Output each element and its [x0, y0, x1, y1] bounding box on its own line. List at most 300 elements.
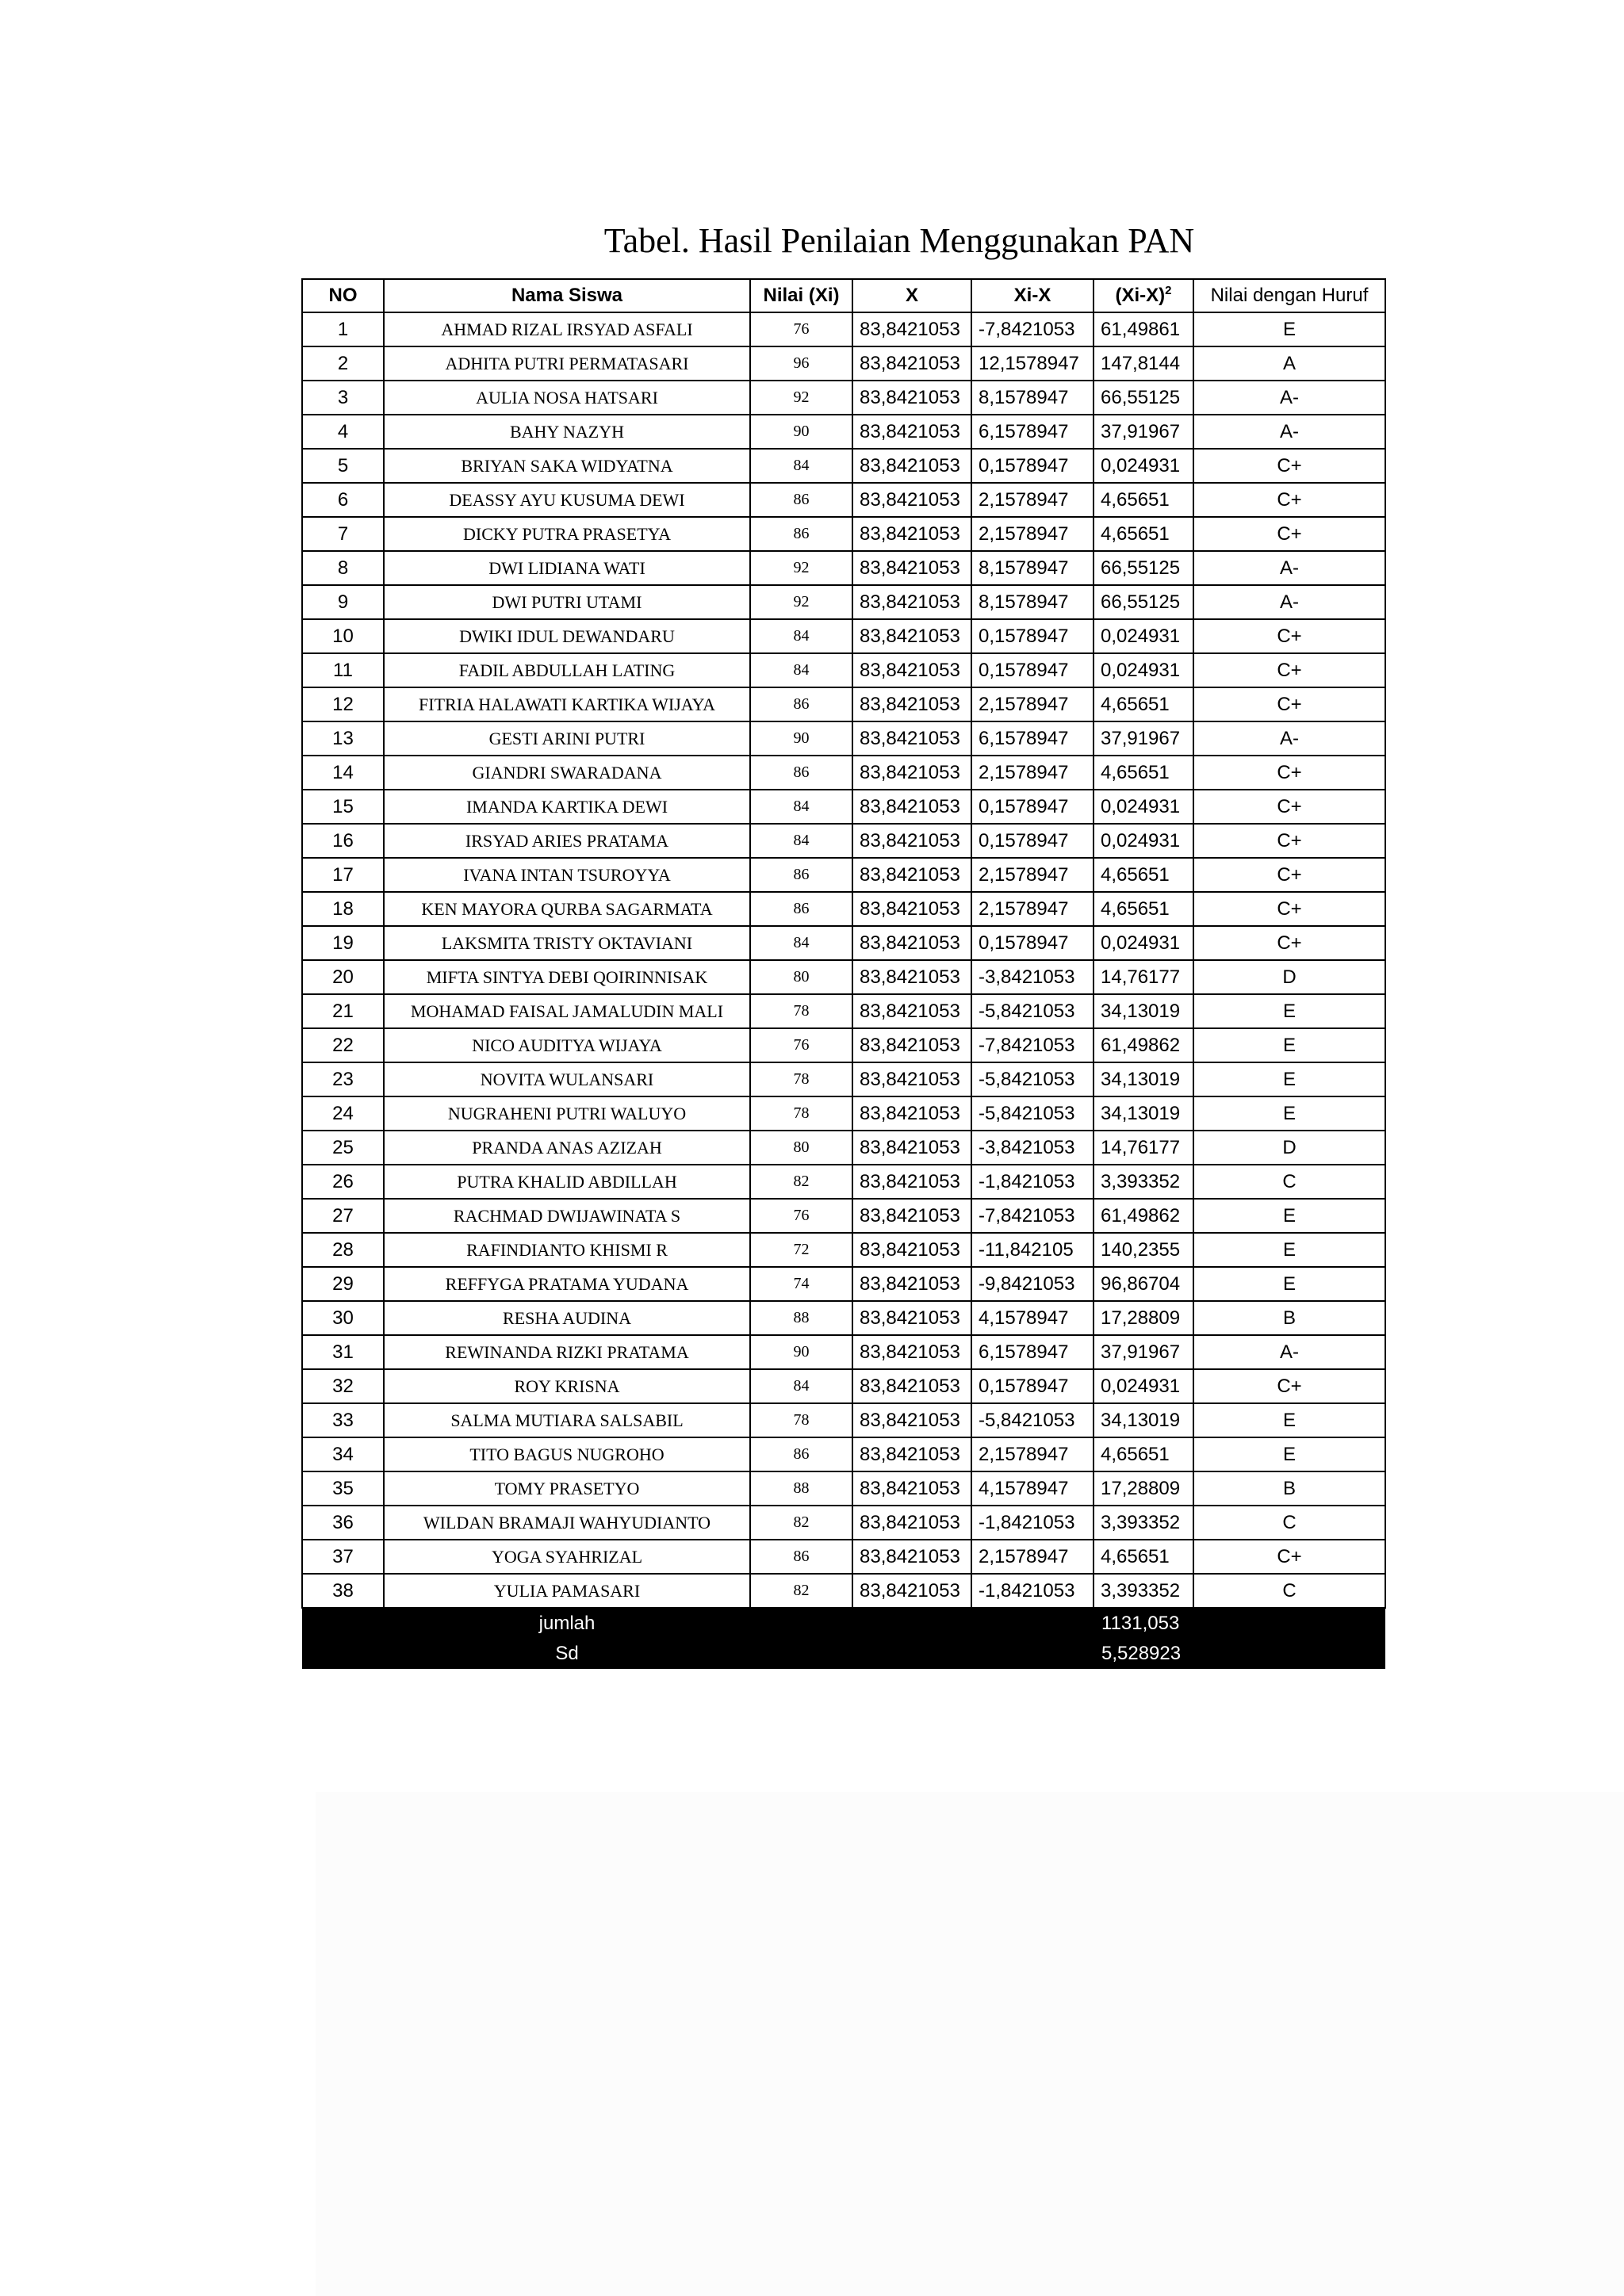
cell-no: 26 — [302, 1165, 384, 1199]
cell-letter-grade: E — [1193, 1199, 1385, 1233]
table-header-row — [302, 279, 1385, 312]
cell-letter-grade: A- — [1193, 721, 1385, 756]
cell-squared: 3,393352 — [1094, 1506, 1193, 1540]
cell-squared: 37,91967 — [1094, 415, 1193, 449]
cell-mean: 83,8421053 — [852, 483, 971, 517]
cell-nilai: 86 — [750, 892, 852, 926]
cell-deviation: 2,1578947 — [971, 892, 1094, 926]
cell-squared: 3,393352 — [1094, 1574, 1193, 1608]
cell-mean: 83,8421053 — [852, 1574, 971, 1608]
cell-name: FADIL ABDULLAH LATING — [384, 653, 750, 687]
cell-deviation: 6,1578947 — [971, 415, 1094, 449]
cell-no: 11 — [302, 653, 384, 687]
cell-squared: 147,8144 — [1094, 346, 1193, 381]
footer-label: Sd — [384, 1639, 750, 1669]
cell-deviation: 2,1578947 — [971, 858, 1094, 892]
cell-mean: 83,8421053 — [852, 653, 971, 687]
cell-nilai: 86 — [750, 687, 852, 721]
table-row — [302, 824, 1385, 858]
cell-name: ROY KRISNA — [384, 1369, 750, 1403]
table-row — [302, 892, 1385, 926]
cell-squared: 0,024931 — [1094, 653, 1193, 687]
page-background-shade — [316, 1792, 1624, 2296]
cell-letter-grade: C — [1193, 1165, 1385, 1199]
cell-mean: 83,8421053 — [852, 1403, 971, 1437]
cell-squared: 4,65651 — [1094, 517, 1193, 551]
cell-letter-grade: C+ — [1193, 756, 1385, 790]
cell-nilai: 84 — [750, 619, 852, 653]
cell-mean: 83,8421053 — [852, 1506, 971, 1540]
cell-name: NOVITA WULANSARI — [384, 1062, 750, 1096]
cell-mean: 83,8421053 — [852, 994, 971, 1028]
cell-mean: 83,8421053 — [852, 449, 971, 483]
table-body — [302, 312, 1385, 1608]
table-row — [302, 926, 1385, 960]
cell-deviation: -9,8421053 — [971, 1267, 1094, 1301]
cell-squared: 4,65651 — [1094, 483, 1193, 517]
cell-squared: 66,55125 — [1094, 585, 1193, 619]
cell-name: YULIA PAMASARI — [384, 1574, 750, 1608]
cell-no: 12 — [302, 687, 384, 721]
cell-mean: 83,8421053 — [852, 1301, 971, 1335]
cell-name: DICKY PUTRA PRASETYA — [384, 517, 750, 551]
cell-no: 24 — [302, 1096, 384, 1131]
cell-mean: 83,8421053 — [852, 312, 971, 346]
cell-mean: 83,8421053 — [852, 892, 971, 926]
cell-letter-grade: C+ — [1193, 892, 1385, 926]
cell-squared: 61,49861 — [1094, 312, 1193, 346]
cell-squared: 0,024931 — [1094, 449, 1193, 483]
cell-squared: 66,55125 — [1094, 381, 1193, 415]
cell-name: BRIYAN SAKA WIDYATNA — [384, 449, 750, 483]
cell-no: 28 — [302, 1233, 384, 1267]
table-row — [302, 619, 1385, 653]
cell-letter-grade: C+ — [1193, 449, 1385, 483]
cell-nilai: 76 — [750, 1028, 852, 1062]
cell-deviation: -3,8421053 — [971, 1131, 1094, 1165]
cell-mean: 83,8421053 — [852, 960, 971, 994]
cell-deviation: 2,1578947 — [971, 517, 1094, 551]
cell-nilai: 82 — [750, 1165, 852, 1199]
cell-mean: 83,8421053 — [852, 1062, 971, 1096]
table-row — [302, 483, 1385, 517]
cell-squared: 17,28809 — [1094, 1301, 1193, 1335]
cell-no: 32 — [302, 1369, 384, 1403]
cell-no: 15 — [302, 790, 384, 824]
cell-nilai: 84 — [750, 449, 852, 483]
cell-letter-grade: C+ — [1193, 687, 1385, 721]
cell-deviation: -5,8421053 — [971, 994, 1094, 1028]
cell-deviation: 0,1578947 — [971, 790, 1094, 824]
cell-squared: 34,13019 — [1094, 994, 1193, 1028]
cell-no: 30 — [302, 1301, 384, 1335]
cell-mean: 83,8421053 — [852, 1540, 971, 1574]
cell-deviation: 2,1578947 — [971, 1540, 1094, 1574]
cell-letter-grade: C+ — [1193, 653, 1385, 687]
header-deviation: Xi-X — [971, 279, 1094, 312]
cell-mean: 83,8421053 — [852, 1131, 971, 1165]
cell-no: 9 — [302, 585, 384, 619]
table-row — [302, 1028, 1385, 1062]
table-row — [302, 346, 1385, 381]
cell-nilai: 86 — [750, 483, 852, 517]
table-row — [302, 381, 1385, 415]
cell-no: 31 — [302, 1335, 384, 1369]
table-row — [302, 1369, 1385, 1403]
cell-squared: 3,393352 — [1094, 1165, 1193, 1199]
cell-name: DEASSY AYU KUSUMA DEWI — [384, 483, 750, 517]
cell-nilai: 82 — [750, 1574, 852, 1608]
cell-deviation: 8,1578947 — [971, 381, 1094, 415]
header-no: NO — [302, 279, 384, 312]
table-row — [302, 1335, 1385, 1369]
cell-deviation: 0,1578947 — [971, 619, 1094, 653]
cell-squared: 14,76177 — [1094, 1131, 1193, 1165]
table-row — [302, 449, 1385, 483]
cell-deviation: 6,1578947 — [971, 1335, 1094, 1369]
cell-no: 4 — [302, 415, 384, 449]
cell-nilai: 78 — [750, 1062, 852, 1096]
cell-mean: 83,8421053 — [852, 381, 971, 415]
cell-no: 34 — [302, 1437, 384, 1471]
cell-letter-grade: E — [1193, 1437, 1385, 1471]
cell-squared: 61,49862 — [1094, 1028, 1193, 1062]
cell-mean: 83,8421053 — [852, 1471, 971, 1506]
table-row — [302, 1403, 1385, 1437]
cell-no: 2 — [302, 346, 384, 381]
cell-name: REFFYGA PRATAMA YUDANA — [384, 1267, 750, 1301]
cell-nilai: 90 — [750, 415, 852, 449]
cell-letter-grade: C — [1193, 1574, 1385, 1608]
cell-letter-grade: C+ — [1193, 926, 1385, 960]
footer-row-sd — [302, 1639, 1385, 1669]
cell-deviation: -1,8421053 — [971, 1165, 1094, 1199]
cell-name: IRSYAD ARIES PRATAMA — [384, 824, 750, 858]
cell-nilai: 90 — [750, 721, 852, 756]
cell-squared: 14,76177 — [1094, 960, 1193, 994]
cell-no: 23 — [302, 1062, 384, 1096]
cell-mean: 83,8421053 — [852, 687, 971, 721]
cell-letter-grade: E — [1193, 1267, 1385, 1301]
cell-name: IVANA INTAN TSUROYYA — [384, 858, 750, 892]
cell-nilai: 86 — [750, 1540, 852, 1574]
cell-deviation: -3,8421053 — [971, 960, 1094, 994]
cell-name: DWI LIDIANA WATI — [384, 551, 750, 585]
cell-deviation: -5,8421053 — [971, 1062, 1094, 1096]
table-row — [302, 1165, 1385, 1199]
table-row — [302, 960, 1385, 994]
cell-name: AHMAD RIZAL IRSYAD ASFALI — [384, 312, 750, 346]
table-row — [302, 1540, 1385, 1574]
cell-nilai: 78 — [750, 994, 852, 1028]
cell-name: KEN MAYORA QURBA SAGARMATA — [384, 892, 750, 926]
cell-no: 20 — [302, 960, 384, 994]
cell-no: 36 — [302, 1506, 384, 1540]
table-row — [302, 790, 1385, 824]
cell-name: REWINANDA RIZKI PRATAMA — [384, 1335, 750, 1369]
cell-squared: 96,86704 — [1094, 1267, 1193, 1301]
cell-mean: 83,8421053 — [852, 824, 971, 858]
cell-nilai: 86 — [750, 1437, 852, 1471]
cell-squared: 140,2355 — [1094, 1233, 1193, 1267]
table-row — [302, 312, 1385, 346]
cell-nilai: 96 — [750, 346, 852, 381]
cell-no: 19 — [302, 926, 384, 960]
table-row — [302, 1096, 1385, 1131]
cell-name: NICO AUDITYA WIJAYA — [384, 1028, 750, 1062]
cell-no: 3 — [302, 381, 384, 415]
cell-no: 29 — [302, 1267, 384, 1301]
cell-name: RAFINDIANTO KHISMI R — [384, 1233, 750, 1267]
cell-letter-grade: C+ — [1193, 1540, 1385, 1574]
cell-nilai: 76 — [750, 312, 852, 346]
cell-nilai: 72 — [750, 1233, 852, 1267]
cell-letter-grade: A- — [1193, 381, 1385, 415]
cell-deviation: 8,1578947 — [971, 585, 1094, 619]
cell-letter-grade: B — [1193, 1301, 1385, 1335]
cell-letter-grade: C+ — [1193, 619, 1385, 653]
cell-nilai: 82 — [750, 1506, 852, 1540]
table-row — [302, 653, 1385, 687]
cell-mean: 83,8421053 — [852, 517, 971, 551]
cell-nilai: 92 — [750, 585, 852, 619]
header-squared-base: (Xi-X) — [1115, 285, 1166, 306]
cell-no: 8 — [302, 551, 384, 585]
cell-no: 37 — [302, 1540, 384, 1574]
cell-letter-grade: E — [1193, 994, 1385, 1028]
cell-no: 22 — [302, 1028, 384, 1062]
cell-deviation: 0,1578947 — [971, 824, 1094, 858]
table-row — [302, 1062, 1385, 1096]
cell-nilai: 74 — [750, 1267, 852, 1301]
cell-squared: 37,91967 — [1094, 1335, 1193, 1369]
cell-deviation: 2,1578947 — [971, 1437, 1094, 1471]
cell-mean: 83,8421053 — [852, 858, 971, 892]
cell-deviation: -5,8421053 — [971, 1096, 1094, 1131]
table-row — [302, 585, 1385, 619]
cell-squared: 66,55125 — [1094, 551, 1193, 585]
cell-no: 38 — [302, 1574, 384, 1608]
table-row — [302, 1574, 1385, 1608]
table-row — [302, 1506, 1385, 1540]
cell-squared: 0,024931 — [1094, 790, 1193, 824]
cell-no: 35 — [302, 1471, 384, 1506]
cell-deviation: -5,8421053 — [971, 1403, 1094, 1437]
cell-mean: 83,8421053 — [852, 1165, 971, 1199]
cell-letter-grade: A- — [1193, 1335, 1385, 1369]
table-row — [302, 1471, 1385, 1506]
cell-squared: 34,13019 — [1094, 1096, 1193, 1131]
cell-mean: 83,8421053 — [852, 756, 971, 790]
cell-no: 17 — [302, 858, 384, 892]
header-squared — [1094, 279, 1193, 312]
cell-name: GESTI ARINI PUTRI — [384, 721, 750, 756]
cell-deviation: 4,1578947 — [971, 1301, 1094, 1335]
cell-no: 6 — [302, 483, 384, 517]
cell-deviation: 2,1578947 — [971, 687, 1094, 721]
cell-nilai: 78 — [750, 1403, 852, 1437]
cell-mean: 83,8421053 — [852, 619, 971, 653]
table-row — [302, 1267, 1385, 1301]
cell-letter-grade: C+ — [1193, 517, 1385, 551]
header-squared-exponent: 2 — [1165, 284, 1172, 297]
cell-mean: 83,8421053 — [852, 1028, 971, 1062]
cell-no: 13 — [302, 721, 384, 756]
cell-no: 21 — [302, 994, 384, 1028]
cell-letter-grade: A- — [1193, 551, 1385, 585]
cell-letter-grade: C+ — [1193, 483, 1385, 517]
table-row — [302, 721, 1385, 756]
cell-letter-grade: A — [1193, 346, 1385, 381]
cell-nilai: 84 — [750, 1369, 852, 1403]
cell-name: FITRIA HALAWATI KARTIKA WIJAYA — [384, 687, 750, 721]
cell-squared: 0,024931 — [1094, 926, 1193, 960]
cell-no: 10 — [302, 619, 384, 653]
cell-letter-grade: C+ — [1193, 1369, 1385, 1403]
cell-letter-grade: B — [1193, 1471, 1385, 1506]
cell-deviation: 0,1578947 — [971, 926, 1094, 960]
cell-nilai: 78 — [750, 1096, 852, 1131]
cell-name: NUGRAHENI PUTRI WALUYO — [384, 1096, 750, 1131]
cell-no: 5 — [302, 449, 384, 483]
cell-no: 16 — [302, 824, 384, 858]
cell-no: 18 — [302, 892, 384, 926]
table-row — [302, 994, 1385, 1028]
cell-name: PRANDA ANAS AZIZAH — [384, 1131, 750, 1165]
table-row — [302, 687, 1385, 721]
header-letter-grade: Nilai dengan Huruf — [1193, 279, 1385, 312]
cell-no: 33 — [302, 1403, 384, 1437]
cell-mean: 83,8421053 — [852, 415, 971, 449]
table-row — [302, 756, 1385, 790]
cell-letter-grade: C+ — [1193, 824, 1385, 858]
cell-nilai: 84 — [750, 653, 852, 687]
cell-name: ADHITA PUTRI PERMATASARI — [384, 346, 750, 381]
cell-name: DWIKI IDUL DEWANDARU — [384, 619, 750, 653]
cell-mean: 83,8421053 — [852, 1096, 971, 1131]
cell-squared: 0,024931 — [1094, 1369, 1193, 1403]
cell-deviation: 2,1578947 — [971, 483, 1094, 517]
cell-deviation: 0,1578947 — [971, 653, 1094, 687]
cell-nilai: 80 — [750, 1131, 852, 1165]
footer-value: 1131,053 — [1094, 1608, 1193, 1639]
cell-letter-grade: D — [1193, 960, 1385, 994]
table-row — [302, 517, 1385, 551]
cell-no: 27 — [302, 1199, 384, 1233]
cell-deviation: -7,8421053 — [971, 312, 1094, 346]
cell-mean: 83,8421053 — [852, 1437, 971, 1471]
cell-squared: 0,024931 — [1094, 824, 1193, 858]
table-row — [302, 1301, 1385, 1335]
cell-nilai: 86 — [750, 517, 852, 551]
cell-squared: 4,65651 — [1094, 687, 1193, 721]
cell-name: BAHY NAZYH — [384, 415, 750, 449]
cell-name: GIANDRI SWARADANA — [384, 756, 750, 790]
header-x: X — [852, 279, 971, 312]
cell-mean: 83,8421053 — [852, 346, 971, 381]
cell-deviation: 2,1578947 — [971, 756, 1094, 790]
cell-nilai: 84 — [750, 824, 852, 858]
cell-letter-grade: C+ — [1193, 858, 1385, 892]
cell-mean: 83,8421053 — [852, 721, 971, 756]
table-row — [302, 415, 1385, 449]
cell-mean: 83,8421053 — [852, 585, 971, 619]
cell-deviation: -7,8421053 — [971, 1199, 1094, 1233]
cell-squared: 4,65651 — [1094, 1540, 1193, 1574]
cell-nilai: 88 — [750, 1301, 852, 1335]
cell-no: 1 — [302, 312, 384, 346]
cell-letter-grade: E — [1193, 1062, 1385, 1096]
cell-mean: 83,8421053 — [852, 551, 971, 585]
cell-mean: 83,8421053 — [852, 1335, 971, 1369]
cell-nilai: 76 — [750, 1199, 852, 1233]
cell-name: IMANDA KARTIKA DEWI — [384, 790, 750, 824]
table-row — [302, 1199, 1385, 1233]
header-name: Nama Siswa — [384, 279, 750, 312]
cell-deviation: -1,8421053 — [971, 1506, 1094, 1540]
cell-letter-grade: E — [1193, 1028, 1385, 1062]
cell-deviation: 8,1578947 — [971, 551, 1094, 585]
cell-letter-grade: C+ — [1193, 790, 1385, 824]
cell-nilai: 88 — [750, 1471, 852, 1506]
cell-deviation: 0,1578947 — [971, 449, 1094, 483]
cell-letter-grade: A- — [1193, 415, 1385, 449]
cell-squared: 34,13019 — [1094, 1403, 1193, 1437]
cell-nilai: 86 — [750, 756, 852, 790]
cell-nilai: 80 — [750, 960, 852, 994]
cell-mean: 83,8421053 — [852, 790, 971, 824]
cell-mean: 83,8421053 — [852, 926, 971, 960]
cell-name: DWI PUTRI UTAMI — [384, 585, 750, 619]
cell-deviation: 12,1578947 — [971, 346, 1094, 381]
cell-squared: 0,024931 — [1094, 619, 1193, 653]
cell-letter-grade: C — [1193, 1506, 1385, 1540]
cell-no: 7 — [302, 517, 384, 551]
cell-name: TITO BAGUS NUGROHO — [384, 1437, 750, 1471]
cell-squared: 34,13019 — [1094, 1062, 1193, 1096]
cell-name: YOGA SYAHRIZAL — [384, 1540, 750, 1574]
cell-squared: 37,91967 — [1094, 721, 1193, 756]
cell-letter-grade: A- — [1193, 585, 1385, 619]
cell-nilai: 86 — [750, 858, 852, 892]
cell-nilai: 92 — [750, 381, 852, 415]
table-row — [302, 551, 1385, 585]
cell-name: RESHA AUDINA — [384, 1301, 750, 1335]
cell-nilai: 90 — [750, 1335, 852, 1369]
cell-mean: 83,8421053 — [852, 1233, 971, 1267]
cell-nilai: 84 — [750, 926, 852, 960]
cell-letter-grade: D — [1193, 1131, 1385, 1165]
cell-name: RACHMAD DWIJAWINATA S — [384, 1199, 750, 1233]
table-row — [302, 1233, 1385, 1267]
cell-name: LAKSMITA TRISTY OKTAVIANI — [384, 926, 750, 960]
cell-name: PUTRA KHALID ABDILLAH — [384, 1165, 750, 1199]
cell-squared: 4,65651 — [1094, 858, 1193, 892]
cell-mean: 83,8421053 — [852, 1199, 971, 1233]
cell-name: MOHAMAD FAISAL JAMALUDIN MALI — [384, 994, 750, 1028]
cell-squared: 4,65651 — [1094, 1437, 1193, 1471]
cell-deviation: -11,842105 — [971, 1233, 1094, 1267]
cell-name: WILDAN BRAMAJI WAHYUDIANTO — [384, 1506, 750, 1540]
cell-deviation: 6,1578947 — [971, 721, 1094, 756]
cell-nilai: 84 — [750, 790, 852, 824]
cell-name: SALMA MUTIARA SALSABIL — [384, 1403, 750, 1437]
cell-name: TOMY PRASETYO — [384, 1471, 750, 1506]
grades-table — [301, 278, 1386, 1669]
cell-mean: 83,8421053 — [852, 1267, 971, 1301]
cell-letter-grade: E — [1193, 1233, 1385, 1267]
cell-squared: 4,65651 — [1094, 892, 1193, 926]
